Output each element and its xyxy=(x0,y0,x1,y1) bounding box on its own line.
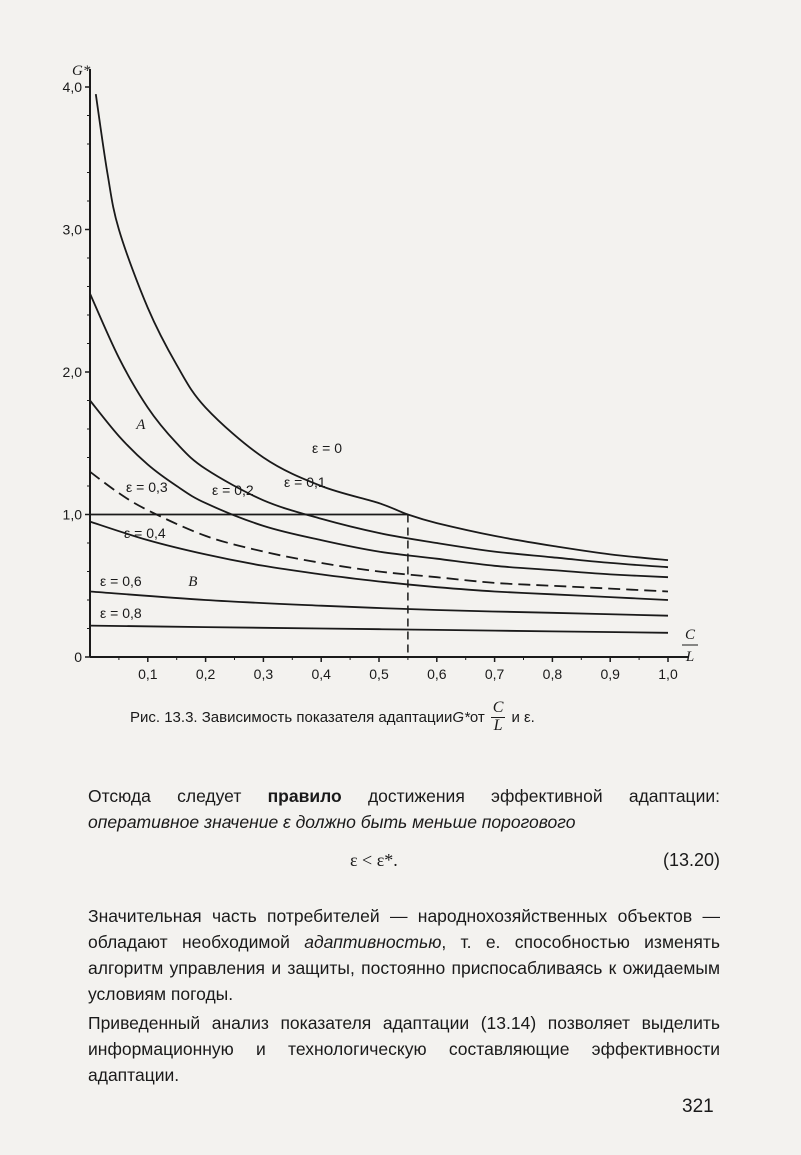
figure-caption xyxy=(130,700,730,735)
adaptation-chart xyxy=(50,55,750,695)
x-tick-label: 0,5 xyxy=(369,666,389,682)
caption-fraction xyxy=(491,700,506,735)
series-label: ε = 0,1 xyxy=(284,474,326,490)
annotation-label: A xyxy=(136,417,146,433)
caption-frac-num: C xyxy=(492,699,504,716)
series-label: ε = 0,8 xyxy=(100,605,142,621)
equation-number: (13.20) xyxy=(662,850,720,870)
caption-symbol: G* xyxy=(452,708,470,726)
equation-13-20 xyxy=(88,850,720,876)
series-label: ε = 0,4 xyxy=(124,525,166,541)
y-tick-label: 4,0 xyxy=(62,79,82,95)
para1-text-1: Отсюда следует xyxy=(88,786,268,806)
y-tick-label: 0 xyxy=(74,649,82,665)
x-tick-label: 0,7 xyxy=(484,666,505,682)
page-number: 321 xyxy=(682,1096,714,1117)
chart-axes xyxy=(90,69,688,657)
series-label: ε = 0 xyxy=(312,440,342,456)
series-line xyxy=(90,626,668,633)
chart-curves xyxy=(90,94,668,657)
caption-mid: от xyxy=(469,708,485,726)
x-tick-label: 0,1 xyxy=(138,666,158,682)
x-axis-label-denominator: L xyxy=(685,649,695,665)
x-tick-label: 0,2 xyxy=(195,666,216,682)
para2-text-2: , т. е. способностью изменять алгоритм управления и защиты, постоянно приспосабливаясь к ожидаемым условиям погоды. xyxy=(88,932,720,1004)
series-label: ε = 0,6 xyxy=(100,573,142,589)
caption-suffix: и ε. xyxy=(511,708,535,726)
caption-prefix: Рис. 13.3. Зависимость показателя адаптации xyxy=(130,708,453,726)
paragraph-adaptivity xyxy=(88,903,720,1007)
x-tick-label: 0,4 xyxy=(311,666,331,682)
y-axis-label: G* xyxy=(72,63,91,79)
y-tick-label: 3,0 xyxy=(62,221,82,238)
annotation-label: B xyxy=(188,573,198,590)
x-tick-label: 1,0 xyxy=(658,666,678,682)
x-tick-label: 0,3 xyxy=(253,666,274,682)
series-label: ε = 0,2 xyxy=(212,482,254,498)
series-line xyxy=(90,294,668,568)
para1-bold: правило xyxy=(267,786,342,806)
paragraph-analysis: Приведенный анализ показателя адаптации (13.14) позволяет выделить информационную и технологическую составляющие эффективности адаптации. xyxy=(88,1013,720,1085)
x-tick-label: 0,9 xyxy=(600,666,620,682)
chart-ticks xyxy=(63,79,678,682)
series-line xyxy=(90,472,668,592)
para2-italic: адаптивностью xyxy=(304,932,442,952)
para2-text-1: Значительная часть потребителей — народнохозяйственных объектов — обладают необходимой xyxy=(88,906,720,952)
x-tick-label: 0,6 xyxy=(427,666,447,682)
equation-formula: ε < ε*. xyxy=(350,850,398,870)
y-tick-label: 2,0 xyxy=(62,364,82,380)
para1-italic: оперативное значение ε должно быть меньше порогового xyxy=(88,812,576,832)
series-label: ε = 0,3 xyxy=(126,479,168,495)
y-tick-label: 1,0 xyxy=(62,506,82,523)
para1-text-2: достижения эффективной адаптации: xyxy=(341,786,720,806)
paragraph-rule xyxy=(88,783,720,835)
caption-frac-den: L xyxy=(493,716,503,734)
x-axis-label-numerator: C xyxy=(684,627,696,643)
x-tick-label: 0,8 xyxy=(542,666,563,682)
